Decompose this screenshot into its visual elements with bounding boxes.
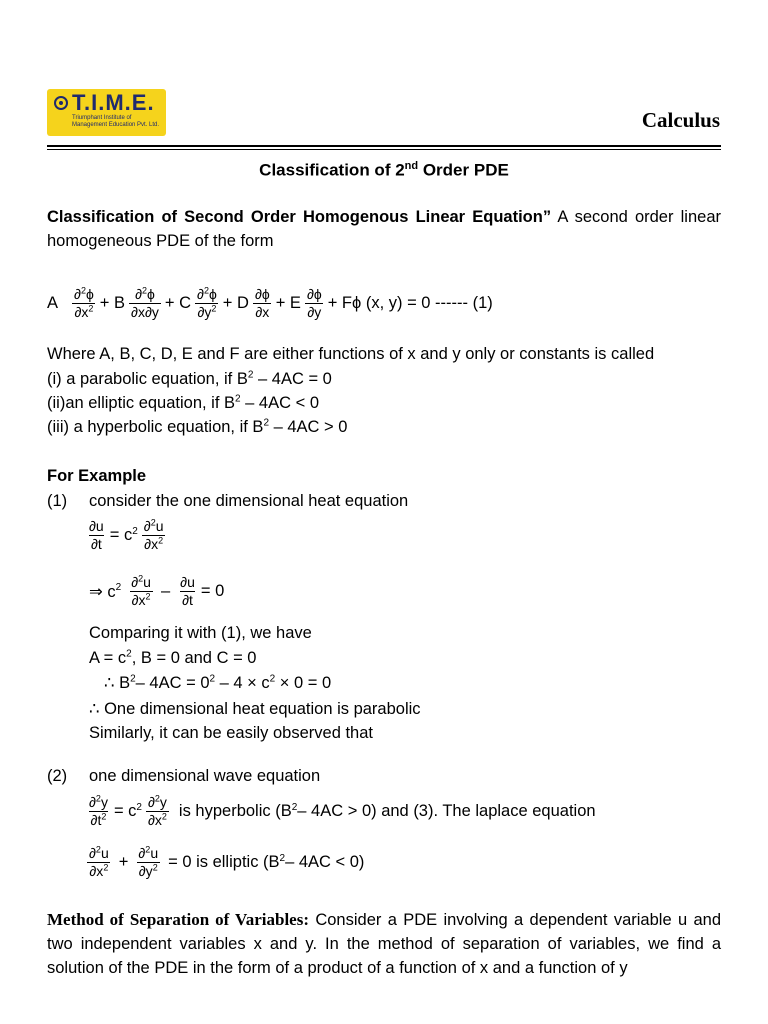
- where-text: Where A, B, C, D, E and F are either functions of x and y only or constants is called: [47, 345, 655, 363]
- example-item-2-text: one dimensional wave equation: [89, 767, 321, 785]
- example-item-1-text: consider the one dimensional heat equation: [89, 492, 409, 510]
- coefficients-text: $A = c^2$, B = 0 and C = 0: [89, 648, 257, 667]
- method-paragraph: Method of Separation of Variables: Consider a PDE involving a dependent variable u and two independent variables x and y. In the method of separation of variables, we find a solution of the PDE in the form of a product of a function of x and a function of y: [47, 910, 721, 977]
- page-title: Classification of 2nd Order PDE: [259, 160, 509, 180]
- comparing-text: Comparing it with (1), we have: [89, 624, 312, 642]
- header-rule-thin: [47, 149, 721, 150]
- example-item-1-number: (1): [47, 492, 68, 510]
- logo-subtitle: Triumphant Institute of Management Education Pvt. Ltd.: [72, 115, 160, 128]
- logo-emblem-icon: [54, 96, 68, 110]
- heat-equation-rearranged: ⇒ c 2 $\frac{\partial^2u}{\partial x^2}$ – $\frac{\partial u}{\partial t}$ = 0: [89, 573, 225, 608]
- discriminant-text: ∴ $B^2-$ $4AC = 0^2 - 4 \times c^2 \times 0 = 0$: [104, 673, 332, 692]
- parabolic-conclusion: ∴ One dimensional heat equation is parabolic: [89, 700, 421, 718]
- heat-equation: $\frac{\partial u}{\partial t}$ = c 2 $\frac{\partial^2u}{\partial x^2}$: [89, 517, 164, 552]
- laplace-equation: $\frac{\partial^2u}{\partial x^2}$ + $\frac{\partial^2u}{\partial y^2}$ = 0 is elliptic (B 2 – 4AC < 0): [89, 844, 365, 879]
- case-elliptic: (ii)an elliptic equation, if $B^2 - 4AC < 0$: [47, 393, 320, 412]
- case-parabolic: (i) a parabolic equation, if $B^2 - 4AC = 0$: [47, 369, 332, 388]
- intro-paragraph: Classification of Second Order Homogenous Linear Equation” A second order linear homogeneous PDE of the form: [47, 208, 721, 250]
- similarly-text: Similarly, it can be easily observed that: [89, 724, 373, 742]
- example-heading: For Example: [47, 467, 147, 485]
- logo-text: T.I.M.E.: [72, 90, 155, 115]
- header-rule: [47, 145, 721, 147]
- case-hyperbolic: (iii) a hyperbolic equation, if $B^2 - 4AC > 0$: [47, 417, 348, 436]
- header-title: Calculus: [641, 108, 720, 132]
- example-item-2-number: (2): [47, 767, 68, 785]
- wave-equation: $\frac{\partial^2y}{\partial t^2}$ = c 2 $\frac{\partial^2y}{\partial x^2}$ is hyperbolic (B 2 – 4AC > 0) and (3). The laplace equation: [89, 793, 596, 828]
- equation-1: A $\frac{\partial^2\phi}{\partial x^2}$ + B $\frac{\partial^2\phi}{\partial x\partial y}$ + C $\frac{\partial^2\phi}{\partial y^2}$ + D $\frac{\partial\phi}{\partial x}$ + E $\frac{\partial\phi}{\partial y}$ + Fϕ (x, y) = 0 ------ (1): [47, 285, 493, 320]
- time-logo: [47, 89, 166, 136]
